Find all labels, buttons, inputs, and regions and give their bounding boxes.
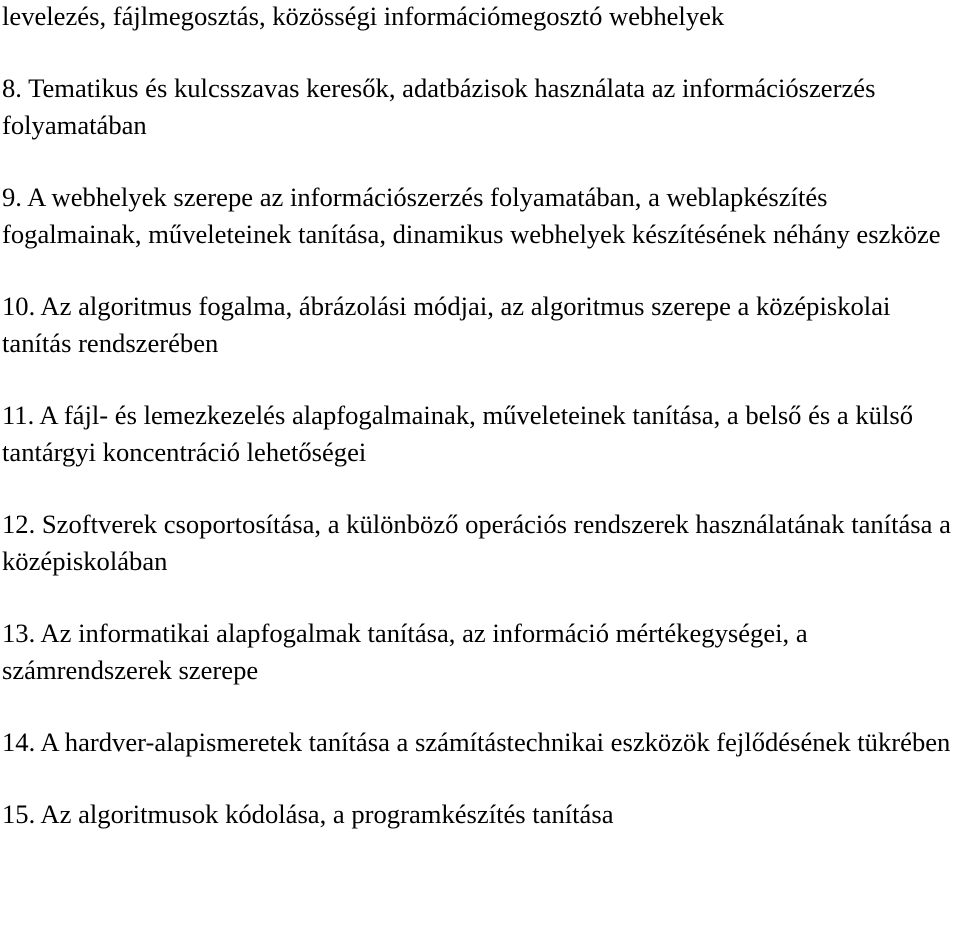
- topic-item-9: 9. A webhelyek szerepe az információszerzés folyamatában, a weblapkészítés fogalmainak, műveleteinek tanítása, dinamikus webhelyek készítésének néhány eszköze: [2, 182, 941, 249]
- topic-item-15: 15. Az algoritmusok kódolása, a programkészítés tanítása: [2, 799, 614, 829]
- topic-item-13: 13. Az informatikai alapfogalmak tanítása, az információ mértékegységei, a számrendszerek szerepe: [2, 618, 808, 685]
- topic-item-8: 8. Tematikus és kulcsszavas keresők, adatbázisok használata az információszerzés folyamatában: [2, 73, 876, 140]
- paragraph-continuation: levelezés, fájlmegosztás, közösségi információmegosztó webhelyek: [2, 1, 725, 31]
- topic-item-10: 10. Az algoritmus fogalma, ábrázolási módjai, az algoritmus szerepe a középiskolai tanítás rendszerében: [2, 291, 891, 358]
- topic-item-11: 11. A fájl- és lemezkezelés alapfogalmainak, műveleteinek tanítása, a belső és a külső tantárgyi koncentráció lehetőségei: [2, 400, 913, 467]
- topic-item-14: 14. A hardver-alapismeretek tanítása a számítástechnikai eszközök fejlődésének tükrében: [2, 727, 951, 757]
- document-page: [2, 0, 958, 833]
- topic-item-12: 12. Szoftverek csoportosítása, a különböző operációs rendszerek használatának tanítása a középiskolában: [2, 509, 951, 576]
